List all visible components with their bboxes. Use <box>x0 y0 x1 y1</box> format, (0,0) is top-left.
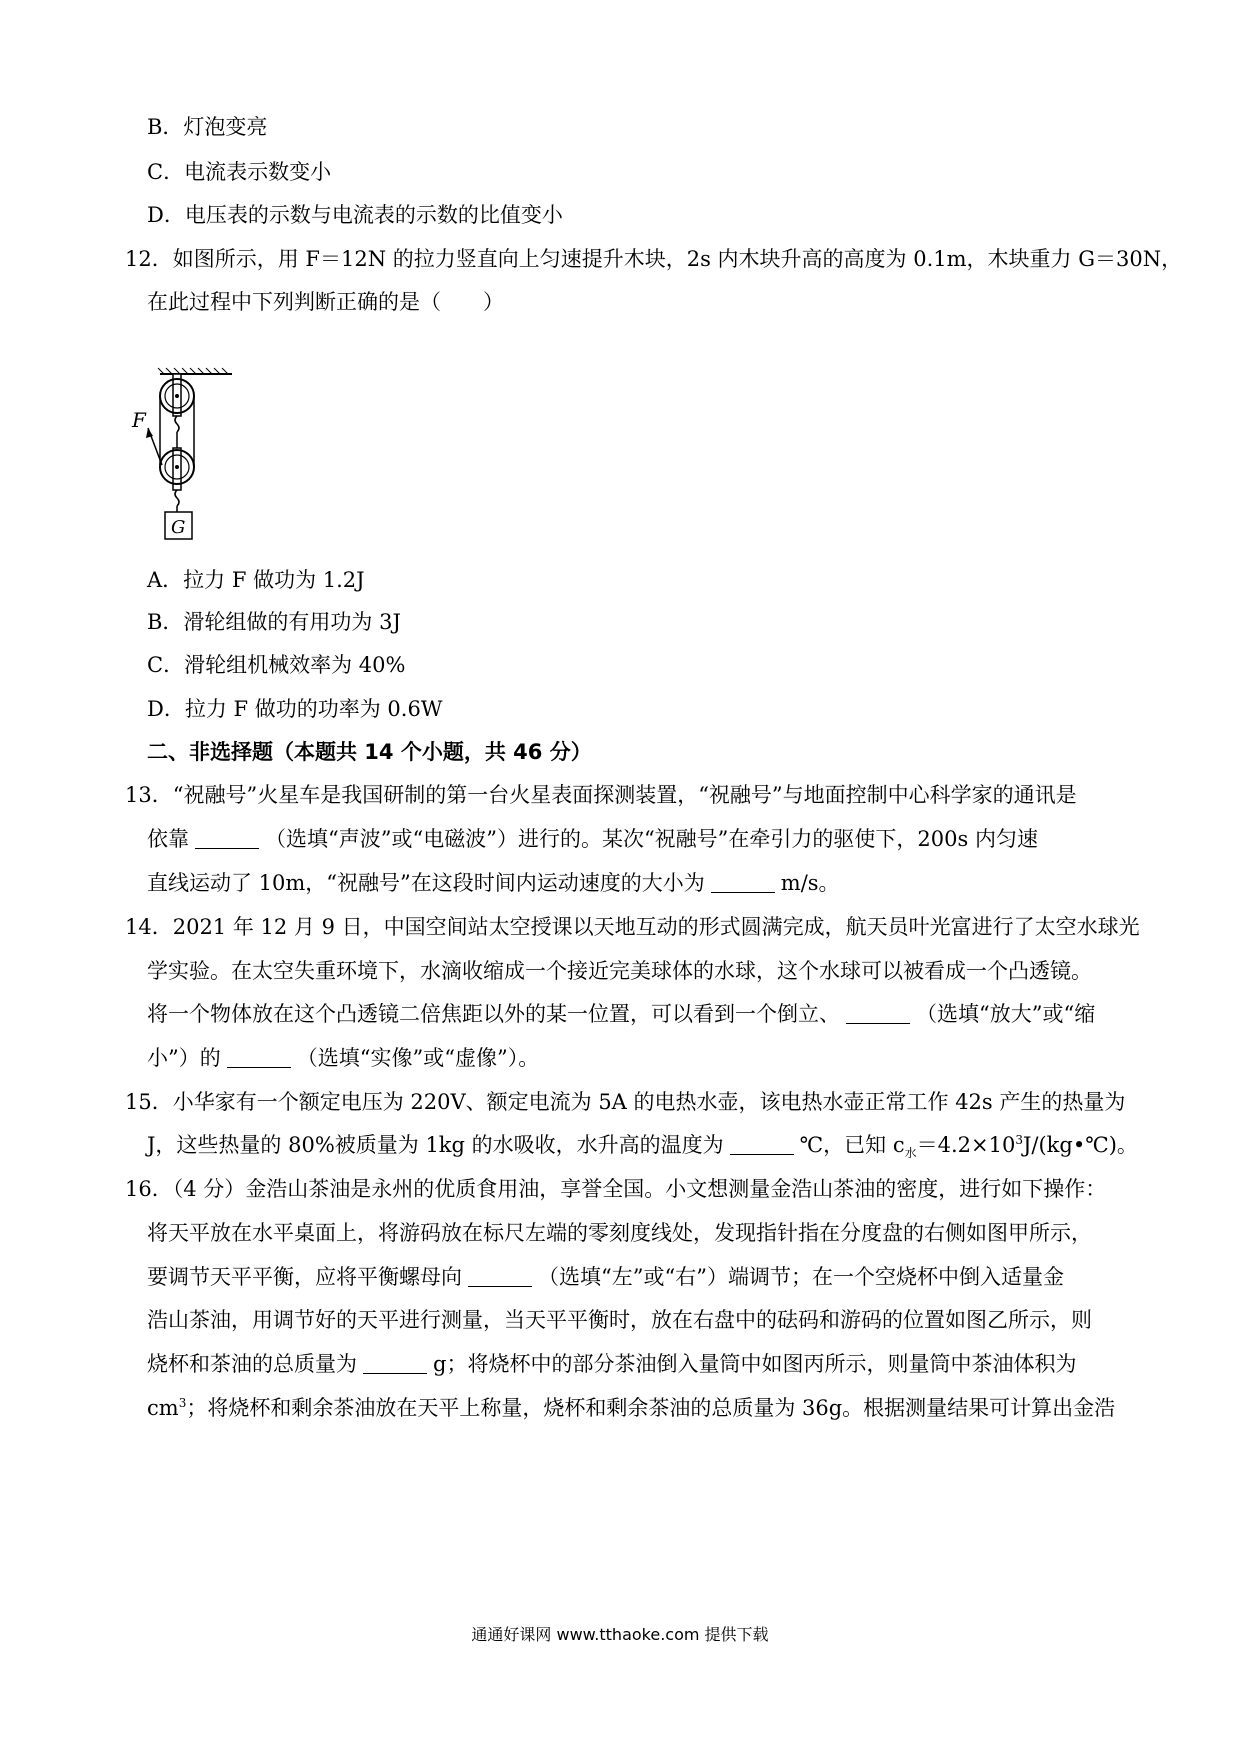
q14-line2: 学实验。在太空失重环境下，水滴收缩成一个接近完美球体的水球，这个水球可以被看成一个凸透镜。 <box>147 959 1092 983</box>
q13-text: m/s。 <box>780 871 840 895</box>
q13-line3 <box>147 868 840 898</box>
q12-line1: 12．如图所示，用 F＝12N 的拉力竖直向上匀速提升木块，2s 内木块升高的高度为 0.1m，木块重力 G＝30N， <box>125 247 1183 271</box>
q13-text: 直线运动了 10m，“祝融号”在这段时间内运动速度的大小为 <box>147 871 705 895</box>
q14-line1: 14．2021 年 12 月 9 日，中国空间站太空授课以天地互动的形式圆满完成，航天员叶光富进行了太空水球光 <box>125 915 1140 939</box>
q16-line1: 16．（4 分）金浩山茶油是永州的优质食用油，享誉全国。小文想测量金浩山茶油的密度，进行如下操作： <box>125 1177 1107 1201</box>
q12-option-a: A．拉力 F 做功为 1.2J <box>147 568 365 592</box>
q16-text: g；将烧杯中的部分茶油倒入量筒中如图丙所示，则量筒中茶油体积为 <box>433 1352 1077 1376</box>
superscript: 3 <box>1015 1133 1023 1147</box>
q15-text: J，这些热量的 80%被质量为 1kg 的水吸收，水升高的温度为 <box>147 1133 724 1157</box>
q14-text: 将一个物体放在这个凸透镜二倍焦距以外的某一位置，可以看到一个倒立、 <box>147 1002 840 1026</box>
answer-blank[interactable] <box>846 1003 910 1024</box>
q13-line1: 13．“祝融号”火星车是我国研制的第一台火星表面探测装置，“祝融号”与地面控制中心科学家的通讯是 <box>125 783 1077 807</box>
q15-text: J/(kg•℃)。 <box>1022 1133 1138 1157</box>
option-c-prev: C．电流表示数变小 <box>147 160 332 184</box>
answer-blank[interactable] <box>711 872 775 893</box>
subscript: 水 <box>904 1146 917 1161</box>
answer-blank[interactable] <box>227 1047 291 1068</box>
section-title: 二、非选择题（本题共 14 个小题，共 46 分） <box>147 740 592 764</box>
q15-text: ＝4.2×10 <box>916 1133 1016 1157</box>
weight-label: G <box>171 517 186 538</box>
q16-text: 烧杯和茶油的总质量为 <box>147 1352 357 1376</box>
pulley-system-figure <box>132 370 250 550</box>
answer-blank[interactable] <box>363 1353 427 1374</box>
q16-text: ；将烧杯和剩余茶油放在天平上称量，烧杯和剩余茶油的总质量为 36g。根据测量结果可计算出金浩 <box>186 1396 1116 1420</box>
q14-line4 <box>147 1043 539 1073</box>
q16-text: cm <box>147 1396 179 1420</box>
q13-line2 <box>147 824 1038 854</box>
q16-line2: 将天平放在水平桌面上，将游码放在标尺左端的零刻度线处，发现指针指在分度盘的右侧如图甲所示， <box>147 1221 1092 1245</box>
q16-line5 <box>147 1349 1076 1379</box>
q14-line3 <box>147 999 1095 1029</box>
force-label: F <box>132 408 146 432</box>
q12-option-c: C．滑轮组机械效率为 40% <box>147 653 406 677</box>
superscript: 3 <box>178 1396 187 1410</box>
option-d-prev: D．电压表的示数与电流表的示数的比值变小 <box>147 203 563 227</box>
answer-blank[interactable] <box>195 828 259 849</box>
answer-blank[interactable] <box>730 1134 794 1155</box>
q14-text: 小”）的 <box>147 1046 221 1070</box>
q16-line4: 浩山茶油，用调节好的天平进行测量，当天平平衡时，放在右盘中的砝码和游码的位置如图乙所示，则 <box>147 1308 1092 1332</box>
q15-text: ℃，已知 c <box>799 1133 905 1157</box>
answer-blank[interactable] <box>468 1266 532 1287</box>
q12-line2: 在此过程中下列判断正确的是（ ） <box>147 290 504 314</box>
q12-option-d: D．拉力 F 做功的功率为 0.6W <box>147 697 443 721</box>
q16-line6 <box>147 1393 1115 1423</box>
q16-text: （选填“左”或“右”）端调节；在一个空烧杯中倒入适量金 <box>538 1265 1064 1289</box>
q13-text: （选填“声波”或“电磁波”）进行的。某次“祝融号”在牵引力的驱使下，200s 内匀速 <box>265 827 1038 851</box>
q12-option-b: B．滑轮组做的有用功为 3J <box>147 610 401 634</box>
q15-line2 <box>147 1130 1138 1160</box>
q15-line1: 15．小华家有一个额定电压为 220V、额定电流为 5A 的电热水壶，该电热水壶正常工作 42s 产生的热量为 <box>125 1090 1126 1114</box>
option-b-prev: B．灯泡变亮 <box>147 115 268 139</box>
q14-text: （选填“放大”或“缩 <box>916 1002 1096 1026</box>
footer-text: 通通好课网 www.tthaoke.com 提供下载 <box>471 1625 769 1644</box>
q14-text: （选填“实像”或“虚像”）。 <box>296 1046 540 1070</box>
q16-text: 要调节天平平衡，应将平衡螺母向 <box>147 1265 462 1289</box>
q13-text: 依靠 <box>147 827 189 851</box>
q16-line3 <box>147 1262 1064 1292</box>
